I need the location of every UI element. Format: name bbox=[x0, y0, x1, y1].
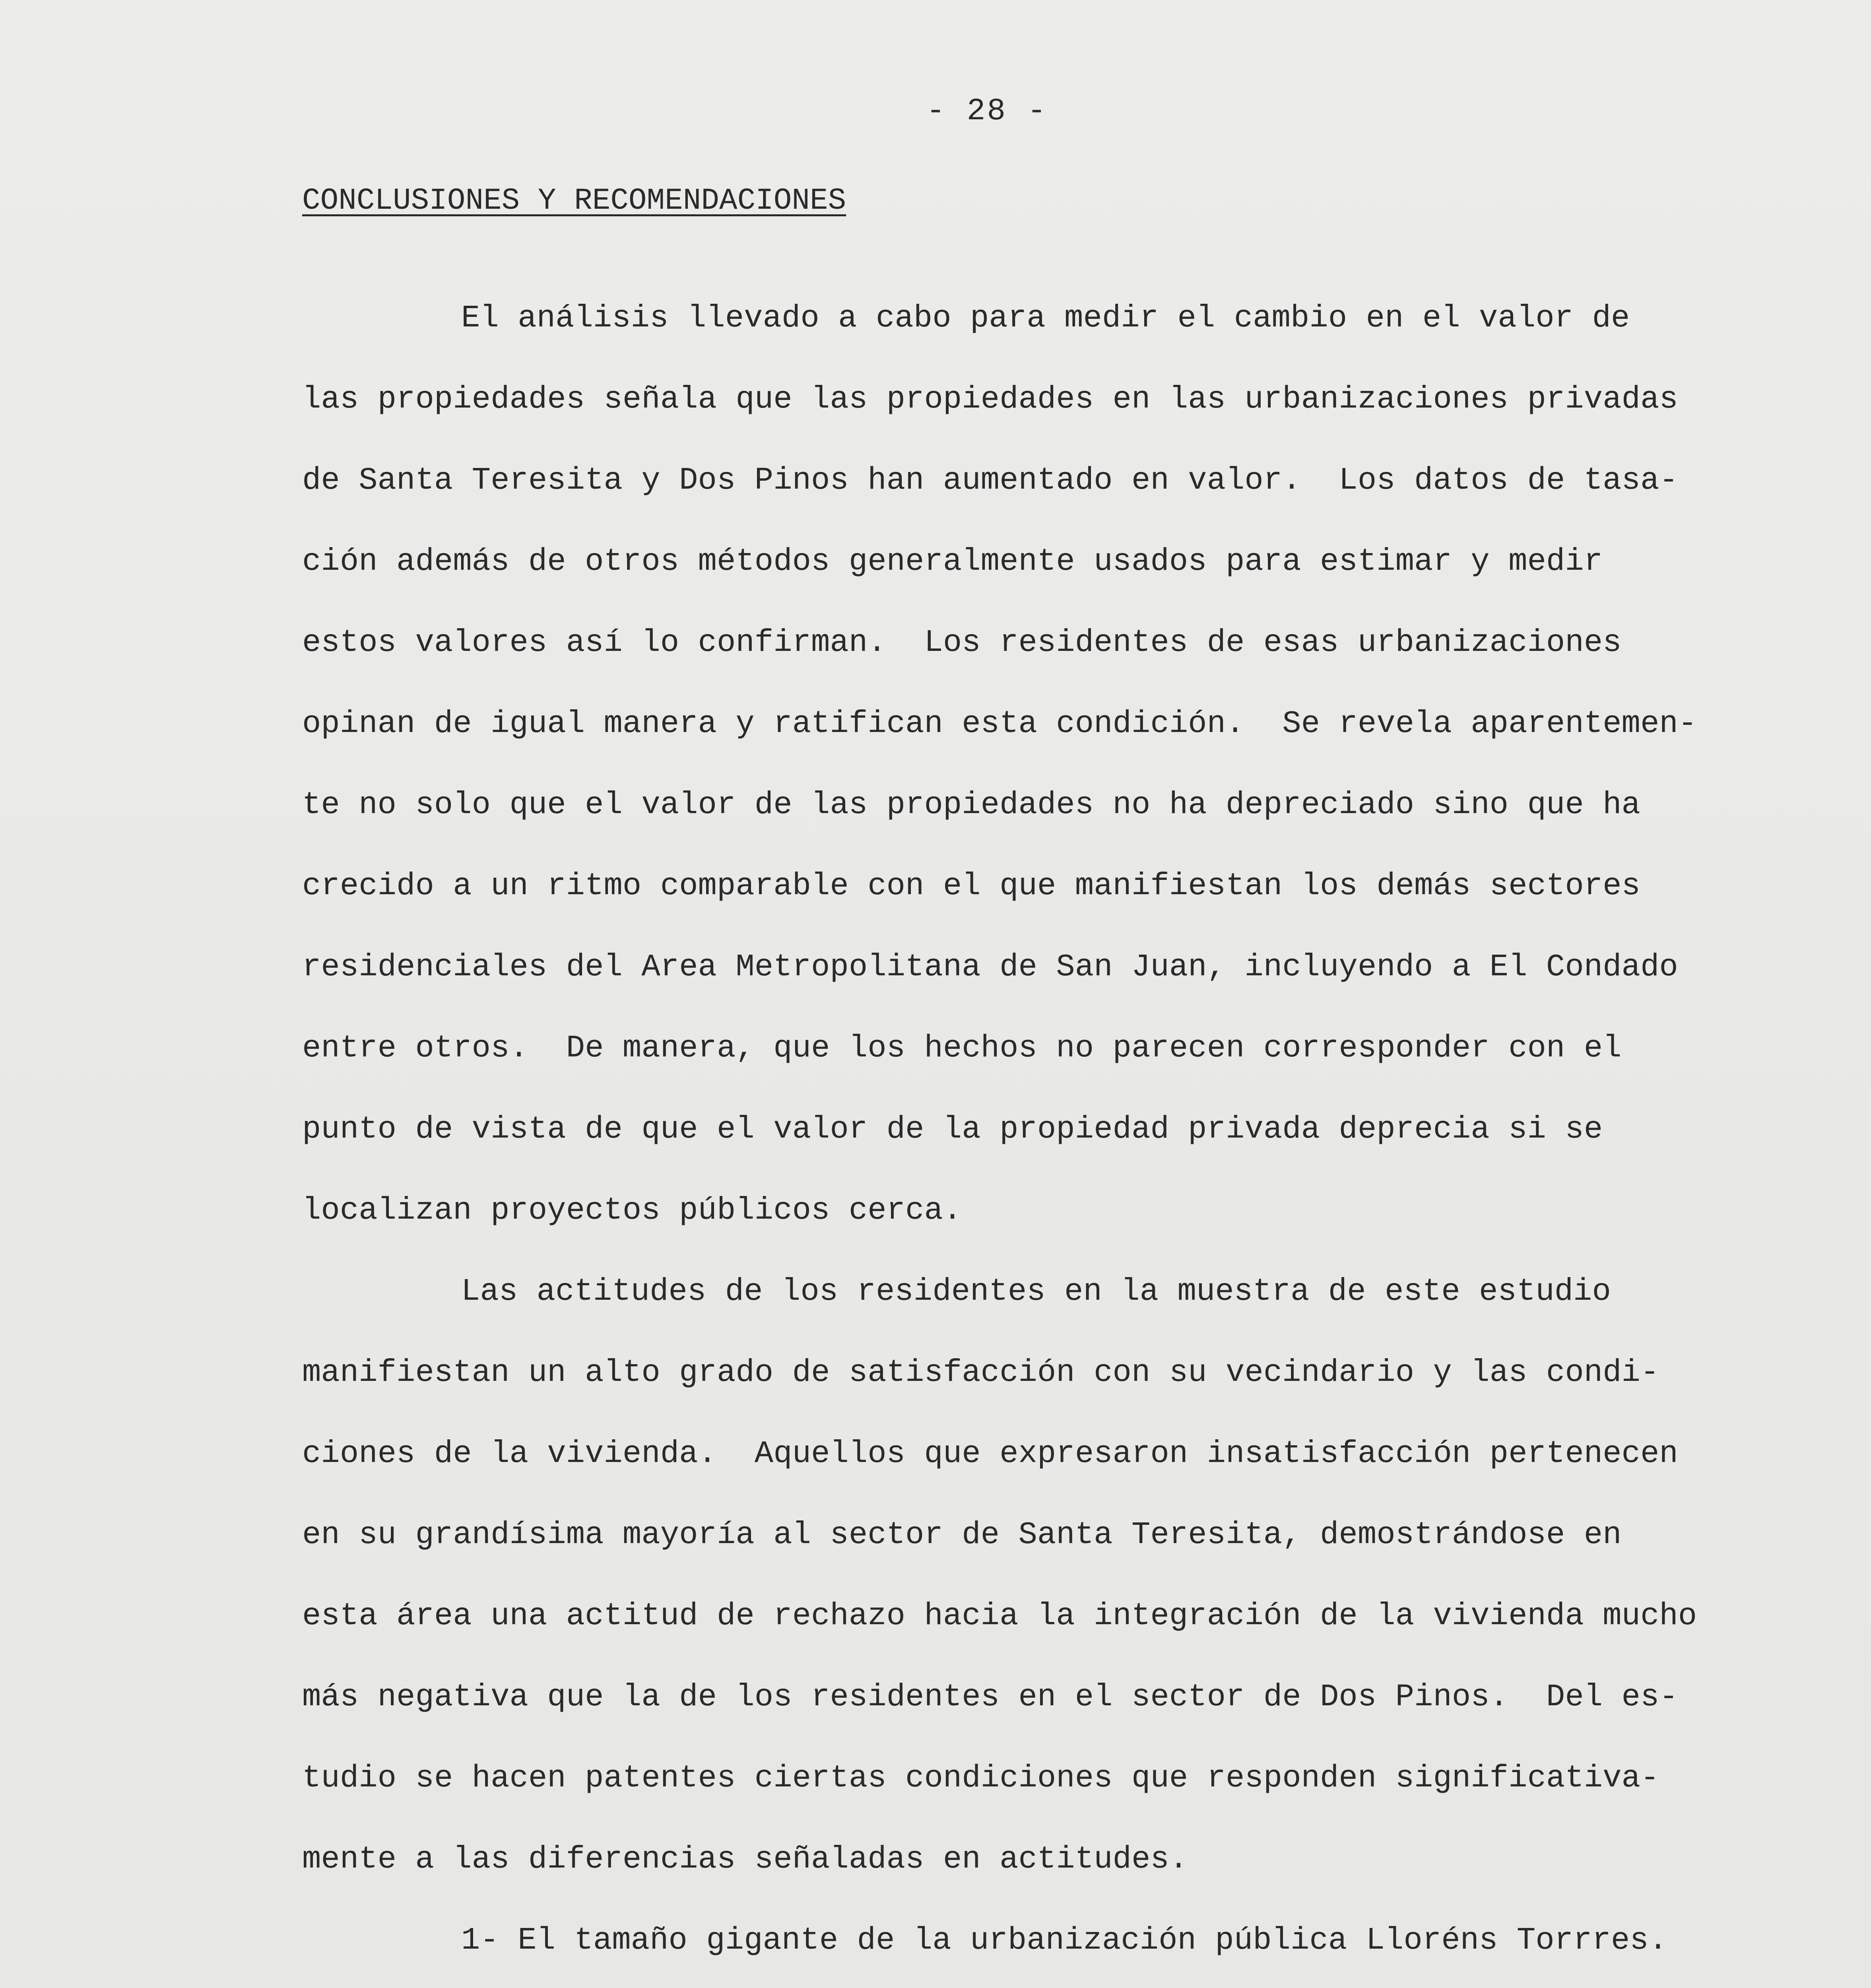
body-text bbox=[302, 298, 1813, 1988]
text-line: tudio se hacen patentes ciertas condiciones que responden significativa- bbox=[302, 1760, 1659, 1796]
text-line: residenciales del Area Metropolitana de San Juan, incluyendo a El Condado bbox=[302, 949, 1678, 985]
text-line: entre otros. De manera, que los hechos no parecen corresponder con el bbox=[302, 1030, 1622, 1066]
text-line: más negativa que la de los residentes en el sector de Dos Pinos. Del es- bbox=[302, 1679, 1678, 1715]
text-line: ción además de otros métodos generalmente usados para estimar y medir bbox=[302, 544, 1603, 579]
text-line: opinan de igual manera y ratifican esta condición. Se revela aparentemen- bbox=[302, 706, 1697, 742]
text-line: punto de vista de que el valor de la propiedad privada deprecia si se bbox=[302, 1111, 1603, 1147]
text-line: esta área una actitud de rechazo hacia la integración de la vivienda mucho bbox=[302, 1598, 1697, 1634]
text-line: te no solo que el valor de las propiedades no ha depreciado sino que ha bbox=[302, 787, 1640, 823]
text-line: de Santa Teresita y Dos Pinos han aumentado en valor. Los datos de tasa- bbox=[302, 462, 1678, 498]
text-line: crecido a un ritmo comparable con el que manifiestan los demás sectores bbox=[302, 868, 1640, 904]
text-line: ciones de la vivienda. Aquellos que expresaron insatisfacción pertenecen bbox=[302, 1436, 1678, 1472]
text-line: en su grandísima mayoría al sector de Santa Teresita, demostrándose en bbox=[302, 1517, 1622, 1553]
text-line: Las actitudes de los residentes en la muestra de este estudio bbox=[461, 1274, 1611, 1309]
section-heading: CONCLUSIONES Y RECOMENDACIONES bbox=[302, 184, 846, 218]
text-line: mente a las diferencias señaladas en actitudes. bbox=[302, 1841, 1188, 1877]
text-line: estos valores así lo confirman. Los residentes de esas urbanizaciones bbox=[302, 625, 1622, 660]
page-number: - 28 - bbox=[926, 94, 1048, 129]
text-line: localizan proyectos públicos cerca. bbox=[302, 1192, 962, 1228]
text-line: 1- El tamaño gigante de la urbanización pública Lloréns Torrres. bbox=[461, 1922, 1668, 1958]
text-line: las propiedades señala que las propiedades en las urbanizaciones privadas bbox=[302, 381, 1678, 417]
text-line: El análisis llevado a cabo para medir el cambio en el valor de bbox=[461, 300, 1630, 336]
text-line: manifiestan un alto grado de satisfacción con su vecindario y las condi- bbox=[302, 1355, 1659, 1390]
